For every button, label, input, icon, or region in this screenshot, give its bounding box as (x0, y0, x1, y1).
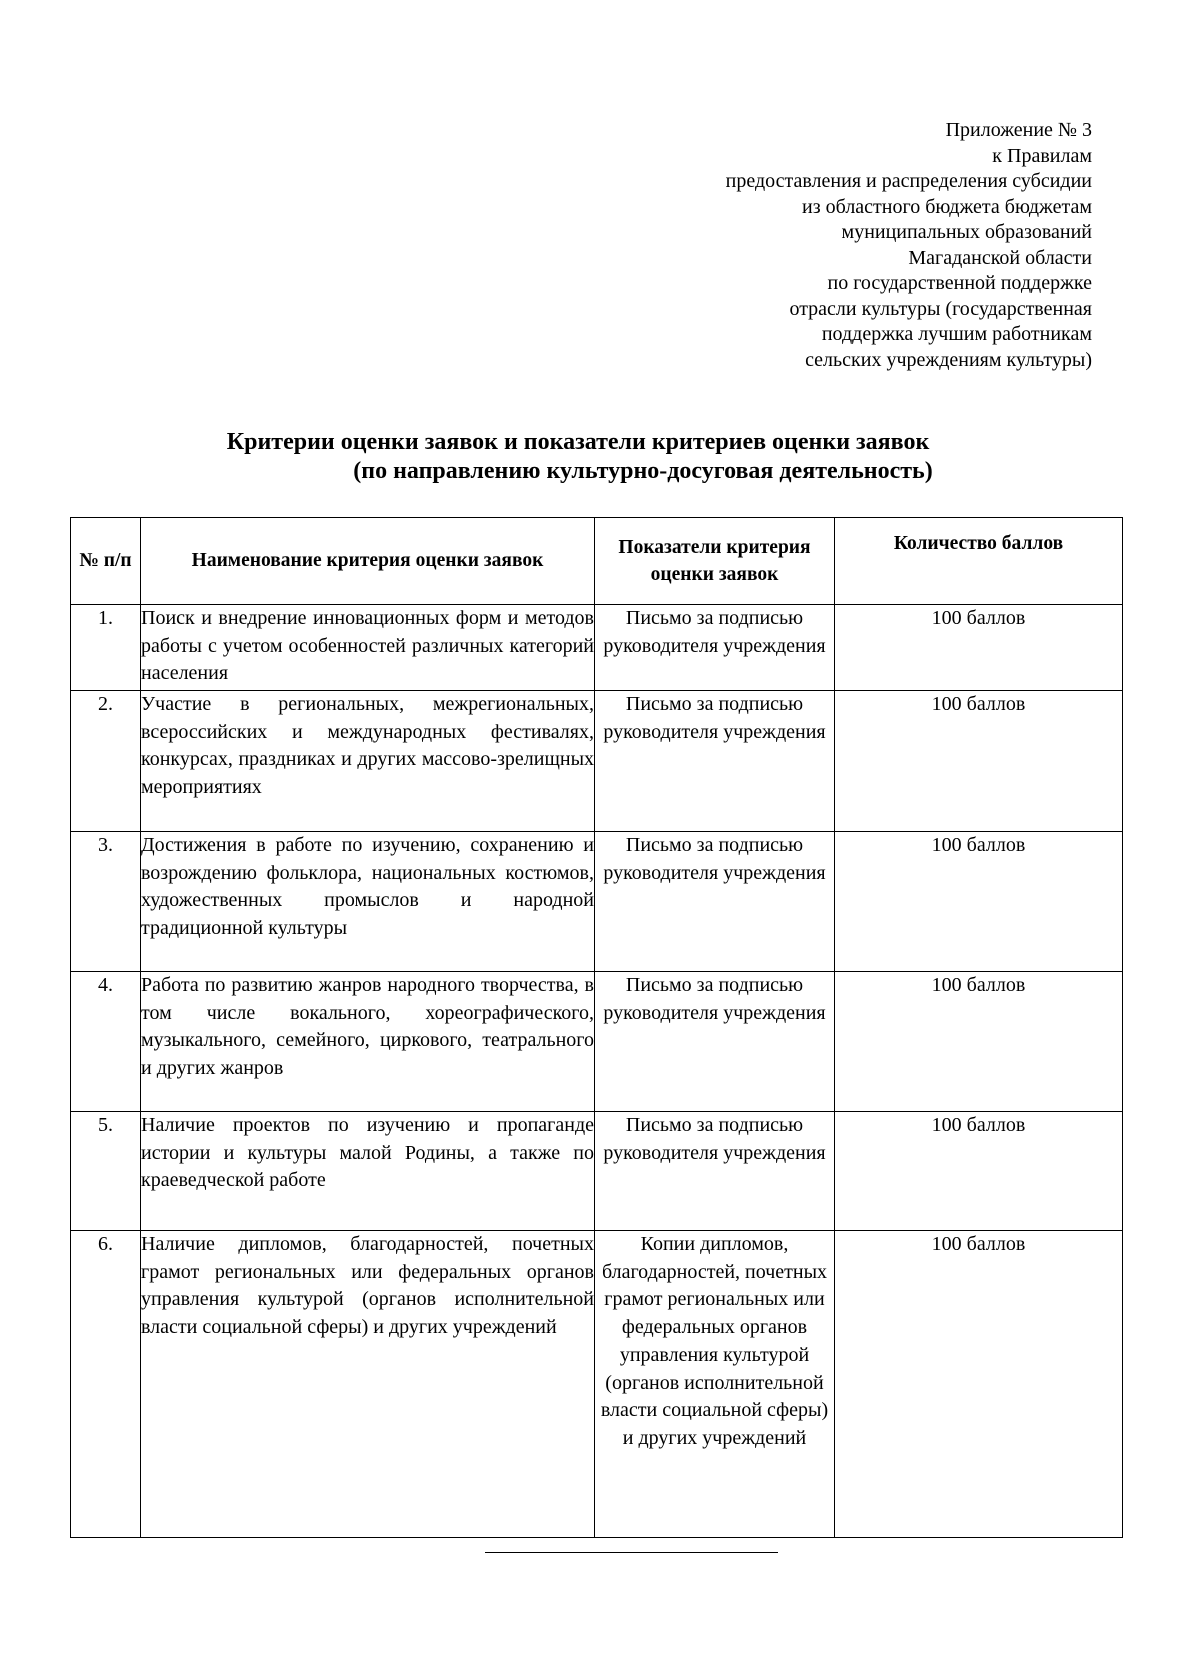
row-number: 2. (71, 691, 141, 832)
criterion-score: 100 баллов (835, 1112, 1123, 1231)
criterion-name: Достижения в работе по изучению, сохранению и возрождению фольклора, национальных костюмов, художественных промыслов и народной традиционной культуры (141, 832, 595, 972)
header-indicator: Показатели критерия оценки заявок (595, 518, 835, 605)
table-row (71, 972, 1123, 1112)
appendix-line: к Правилам (992, 144, 1092, 167)
appendix-line: из областного бюджета бюджетам (802, 195, 1092, 218)
criterion-indicator: Письмо за подписью руководителя учреждения (595, 605, 835, 691)
table-row (71, 1231, 1123, 1538)
appendix-line: Магаданской области (908, 246, 1092, 269)
appendix-line: Приложение № 3 (945, 119, 1092, 141)
footer-divider (485, 1552, 778, 1553)
title-line-2: (по направлению культурно-досуговая деятельность) (353, 458, 933, 484)
table-row (71, 1112, 1123, 1231)
criterion-name: Работа по развитию жанров народного творчества, в том числе вокального, хореографического, музыкального, семейного, циркового, театрального и других жанров (141, 972, 595, 1112)
criterion-name: Наличие проектов по изучению и пропаганде истории и культуры малой Родины, а также по краеведческой работе (141, 1112, 595, 1231)
header-num: № п/п (71, 518, 141, 605)
appendix-line: по государственной поддержке (827, 272, 1092, 294)
appendix-line: сельских учреждениям культуры) (805, 348, 1092, 371)
criterion-score: 100 баллов (835, 1231, 1123, 1538)
appendix-line: предоставления и распределения субсидии (725, 170, 1092, 192)
row-number: 4. (71, 972, 141, 1112)
row-number: 5. (71, 1112, 141, 1231)
header-score: Количество баллов (835, 518, 1123, 605)
appendix-line: отрасли культуры (государственная (789, 297, 1092, 320)
row-number: 3. (71, 832, 141, 972)
criterion-indicator: Копии дипломов, благодарностей, почетных грамот региональных или федеральных органов управления культурой (органов исполнительной власти социальной сферы) и других учреждений (595, 1231, 835, 1538)
criterion-indicator: Письмо за подписью руководителя учреждения (595, 691, 835, 832)
criterion-indicator: Письмо за подписью руководителя учреждения (595, 1112, 835, 1231)
criterion-name: Наличие дипломов, благодарностей, почетных грамот региональных или федеральных органов управления культурой (органов исполнительной власти социальной сферы) и других учреждений (141, 1231, 595, 1538)
criterion-score: 100 баллов (835, 832, 1123, 972)
header-name: Наименование критерия оценки заявок (141, 518, 595, 605)
table-row (71, 691, 1123, 832)
table-header-row (71, 518, 1123, 605)
criterion-score: 100 баллов (835, 691, 1123, 832)
document-title (0, 428, 1200, 486)
criterion-name: Поиск и внедрение инновационных форм и методов работы с учетом особенностей различных категорий населения (141, 605, 595, 691)
criteria-table (70, 517, 1123, 1538)
table-row (71, 605, 1123, 691)
appendix-reference (726, 118, 1092, 373)
criterion-score: 100 баллов (835, 605, 1123, 691)
criterion-score: 100 баллов (835, 972, 1123, 1112)
criterion-name: Участие в региональных, межрегиональных, всероссийских и международных фестивалях, конкурсах, праздниках и других массово-зрелищных мероприятиях (141, 691, 595, 832)
criterion-indicator: Письмо за подписью руководителя учреждения (595, 832, 835, 972)
appendix-line: поддержка лучшим работникам (821, 323, 1092, 345)
table-row (71, 832, 1123, 972)
title-line-1: Критерии оценки заявок и показатели критериев оценки заявок (226, 429, 930, 455)
appendix-line: муниципальных образований (841, 221, 1092, 243)
criterion-indicator: Письмо за подписью руководителя учреждения (595, 972, 835, 1112)
row-number: 6. (71, 1231, 141, 1538)
row-number: 1. (71, 605, 141, 691)
